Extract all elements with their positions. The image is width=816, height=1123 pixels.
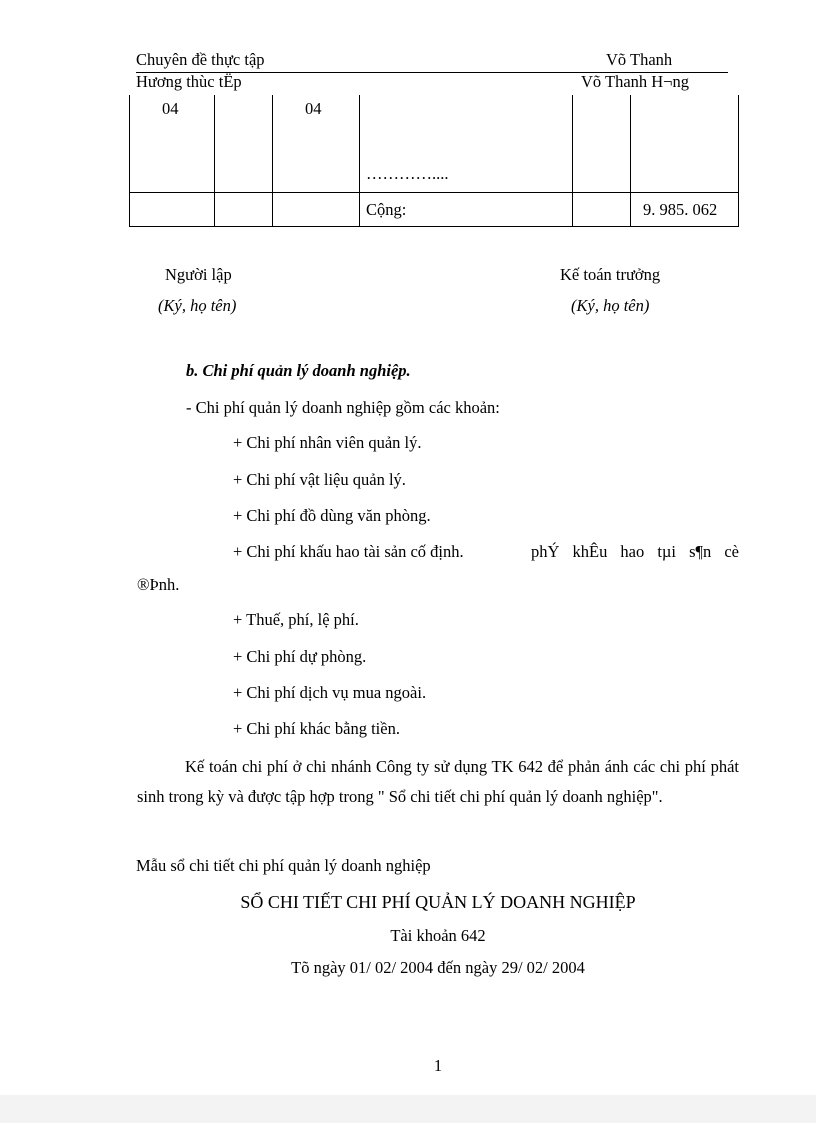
header-right-line2: Võ Thanh H¬ng [581,72,689,91]
page-bottom-margin [0,1095,816,1123]
total-amount: 9. 985. 062 [643,199,718,219]
garbled-text-cont: ®Þnh. [137,575,180,594]
expense-table-fragment [129,95,739,227]
signature-preparer-note: (Ký, họ tên) [158,296,237,315]
signature-chief-accountant-title: Kế toán trưởng [560,265,661,284]
list-item: + Chi phí nhân viên quản lý. [233,433,422,452]
signature-chief-accountant-note: (Ký, họ tên) [571,296,650,315]
list-item: + Chi phí khấu hao tài sản cố định. [233,542,464,561]
ledger-period: Tõ ngày 01/ 02/ 2004 đến ngày 29/ 02/ 2004 [291,958,585,977]
section-heading: b. Chi phí quản lý doanh nghiệp. [186,361,411,380]
list-item: + Chi phí dịch vụ mua ngoài. [233,683,427,702]
section-intro: - Chi phí quản lý doanh nghiệp gồm các khoản: [186,398,500,417]
page-number: 1 [433,1056,443,1075]
table-total-row [130,193,739,227]
row-doc-number: 04 [162,99,179,118]
form-caption: Mẫu sổ chi tiết chi phí quản lý doanh nghiệp [136,856,431,875]
table-row [130,95,739,193]
header-right-line1: Võ Thanh [606,50,673,69]
list-item: + Chi phí đồ dùng văn phòng. [233,506,431,525]
list-item: + Chi phí khác bằng tiền. [233,719,400,738]
list-item: + Chi phí dự phòng. [233,647,367,666]
total-label: Cộng: [366,199,407,219]
list-item: + Thuế, phí, lệ phí. [233,610,359,629]
signature-preparer-title: Người lập [165,265,232,284]
list-item: + Chi phí vật liệu quản lý. [233,470,406,489]
ledger-account: Tài khoản 642 [390,926,486,945]
ledger-title: SỔ CHI TIẾT CHI PHÍ QUẢN LÝ DOANH NGHIỆP [240,892,636,912]
body-paragraph: Kế toán chi phí ở chi nhánh Công ty sử dụng TK 642 để phản ánh các chi phí phát sinh trong kỳ và được tập hợp trong " Sổ chi tiết chi phí quản lý doanh nghiệp". [137,757,739,806]
row-dots: ………….... [366,164,449,183]
header-left-line1: Chuyên đề thực tập [136,50,265,69]
header-left-line2: Hương thùc tËp [136,72,242,91]
row-date-number: 04 [305,99,322,118]
garbled-text: phÝ khÊu hao tµi s¶n cè [531,542,739,561]
